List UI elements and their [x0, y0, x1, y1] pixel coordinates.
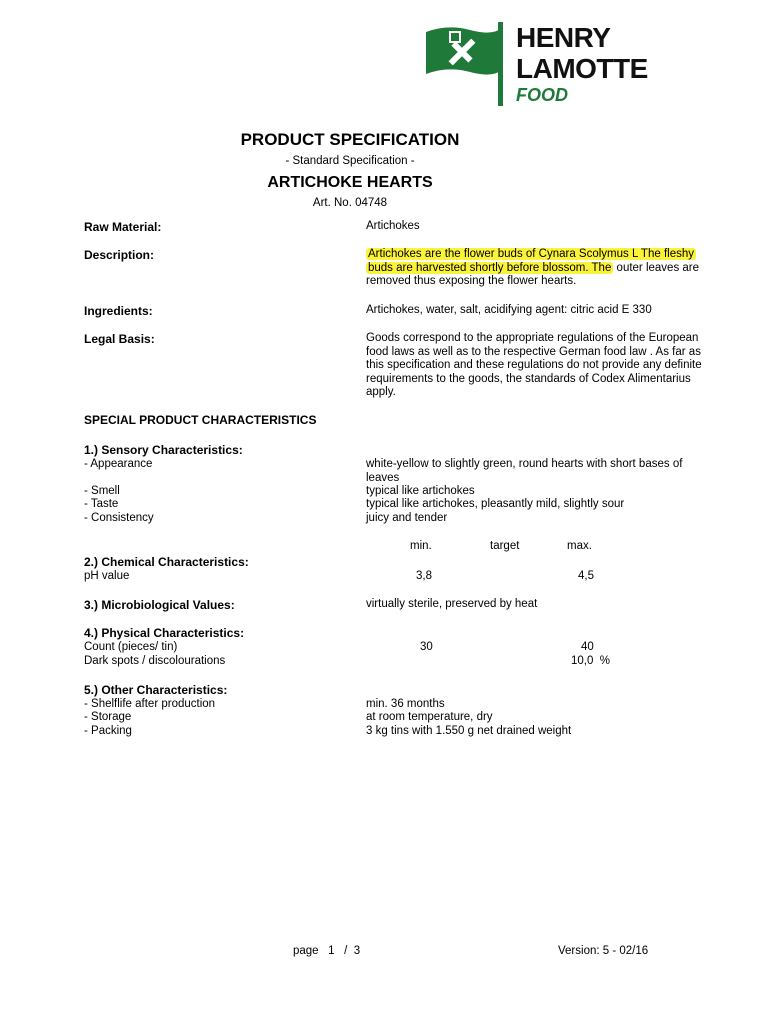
logo-text-lamotte: LAMOTTE — [516, 53, 648, 84]
microbiological-value: virtually sterile, preserved by heat — [366, 598, 538, 610]
special-characteristics-heading: SPECIAL PRODUCT CHARACTERISTICS — [84, 413, 317, 427]
count-min-value: 30 — [420, 641, 433, 653]
packing-label: - Packing — [84, 725, 132, 737]
ingredients-value: Artichokes, water, salt, acidifying agent: citric acid E 330 — [366, 304, 652, 316]
ph-max-value: 4,5 — [578, 570, 594, 582]
shelflife-value: min. 36 months — [366, 698, 445, 710]
sensory-heading: 1.) Sensory Characteristics: — [84, 443, 243, 457]
description-value — [366, 248, 706, 289]
appearance-label: - Appearance — [84, 458, 153, 470]
ph-min-value: 3,8 — [416, 570, 432, 582]
logo-text-food: FOOD — [516, 85, 568, 105]
description-label: Description: — [84, 248, 155, 262]
column-min-header: min. — [410, 540, 432, 552]
description-rest: outer leaves are removed thus exposing the flower hearts. — [366, 261, 700, 287]
smell-value: typical like artichokes — [366, 485, 475, 497]
column-target-header: target — [490, 540, 520, 552]
logo-flagpole — [498, 22, 503, 106]
column-max-header: max. — [567, 540, 592, 552]
appearance-value: white-yellow to slightly green, round hearts with short bases of leaves — [366, 458, 683, 484]
legal-basis-value: Goods correspond to the appropriate regulations of the European food laws as well as to the respective German food law . As far as this specification and these regulations do not provide any definite requirements to the goods, the standards of Codex Alimentarius apply. — [366, 332, 702, 398]
document-subtitle: - Standard Specification - — [285, 155, 415, 167]
taste-value: typical like artichokes, pleasantly mild, slightly sour — [366, 498, 625, 510]
shelflife-label: - Shelflife after production — [84, 698, 216, 710]
smell-label: - Smell — [84, 485, 120, 497]
version-label: Version: 5 - 02/16 — [558, 945, 649, 957]
raw-material-label: Raw Material: — [84, 220, 162, 234]
logo-text-henry: HENRY — [516, 22, 611, 53]
consistency-value: juicy and tender — [366, 512, 448, 524]
ingredients-label: Ingredients: — [84, 304, 153, 318]
dark-spots-max-value: 10,0 % — [571, 655, 610, 667]
storage-value: at room temperature, dry — [366, 711, 493, 723]
storage-label: - Storage — [84, 711, 132, 723]
consistency-label: - Consistency — [84, 512, 154, 524]
legal-basis-label: Legal Basis: — [84, 332, 155, 346]
count-label: Count (pieces/ tin) — [84, 641, 178, 653]
count-max-value: 40 — [581, 641, 594, 653]
chemical-heading: 2.) Chemical Characteristics: — [84, 555, 249, 569]
microbiological-heading: 3.) Microbiological Values: — [84, 598, 235, 612]
taste-label: - Taste — [84, 498, 119, 510]
other-heading: 5.) Other Characteristics: — [84, 683, 228, 697]
packing-value: 3 kg tins with 1.550 g net drained weight — [366, 725, 572, 737]
article-number: Art. No. 04748 — [312, 197, 388, 209]
description-highlight: Artichokes are the flower buds of Cynara Scolymus L The fleshy buds are harvested shortly before blossom. The — [368, 248, 694, 274]
raw-material-value: Artichokes — [366, 220, 420, 232]
dark-spots-label: Dark spots / discolourations — [84, 655, 226, 667]
document-title: PRODUCT SPECIFICATION — [240, 130, 460, 149]
physical-heading: 4.) Physical Characteristics: — [84, 626, 245, 640]
page-number: page 1 / 3 — [293, 945, 361, 957]
ph-label: pH value — [84, 570, 130, 582]
product-name: ARTICHOKE HEARTS — [267, 174, 433, 191]
